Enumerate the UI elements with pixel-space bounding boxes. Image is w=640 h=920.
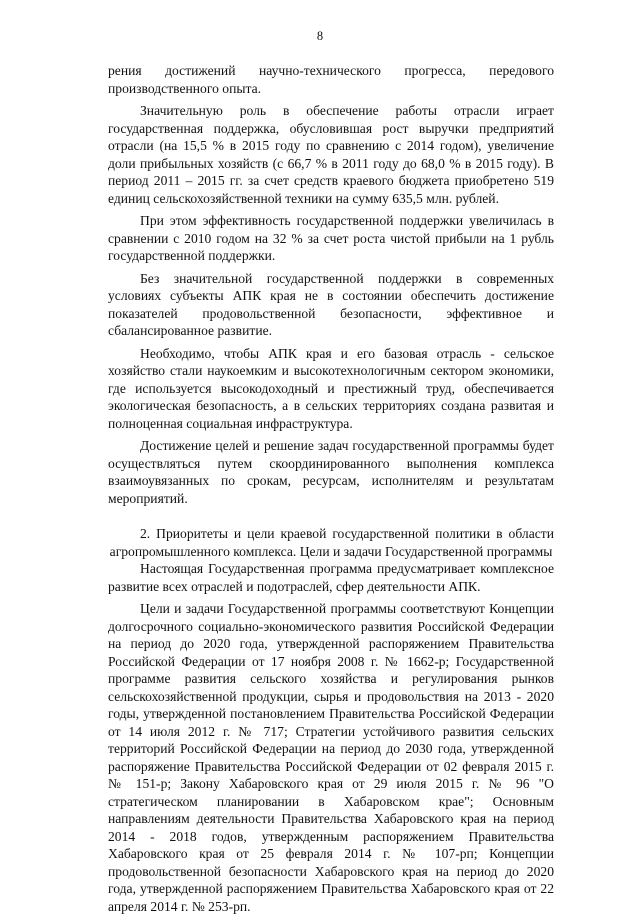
- paragraph-continuation: рения достижений научно-технического прогресса, передового производственного опыта.: [108, 63, 554, 96]
- document-body: [108, 62, 554, 920]
- paragraph-agriculture-goal: Необходимо, чтобы АПК края и его базовая отрасль - сельское хозяйство стали наукоемким и высокотехнологичным сектором экономики, где используется высокодоходный и престижный труд, обеспечивается экологическая безопасность, а в сельских территориях создана развитая и полноценная социальная инфраструктура.: [108, 345, 554, 431]
- paragraph-without-support: Без значительной государственной поддержки в современных условиях субъекты АПК края не в состоянии обеспечить достижение показателей продовольственной безопасности, эффективное и сбалансированное развитие.: [108, 270, 554, 338]
- paragraph-program-scope: Настоящая Государственная программа предусматривает комплексное развитие всех отраслей и подотраслей, сфер деятельности АПК.: [108, 561, 554, 594]
- page-number: 8: [316, 29, 324, 43]
- paragraph-state-support: Значительную роль в обеспечение работы отрасли играет государственная поддержка, обусловившая рост выручки предприятий отрасли (на 15,5 % в 2015 году по сравнению с 2014 годом), увеличение доли прибыльных хозяйств (с 66,7 % в 2011 году до 68,0 % в 2015 году). В период 2011 – 2015 гг. за счет средств краевого бюджета приобретено 519 единиц сельскохозяйственной техники на сумму 635,5 млн. рублей.: [108, 103, 554, 206]
- paragraph-program-implementation: Достижение целей и решение задач государственной программы будет осуществляться путем скоординированного выполнения комплекса взаимоувязанных по срокам, ресурсам, исполнителям и результатам мероприятий.: [108, 438, 554, 506]
- section-heading: 2. Приоритеты и цели краевой государственной политики в области агропромышленного комплекса. Цели и задачи Государственной программы: [109, 526, 554, 559]
- paragraph-support-efficiency: При этом эффективность государственной поддержки увеличилась в сравнении с 2010 годом на 32 % за счет роста чистой прибыли на 1 рубль государственной поддержки.: [108, 213, 554, 263]
- paragraph-program-goals: Цели и задачи Государственной программы соответствуют Концепции долгосрочного социально-экономического развития Российской Федерации на период до 2020 года, утвержденной распоряжением Правительства Российской Федерации от 17 ноября 2008 г. № 1662-р; Государственной программе развития сельского хозяйства и регулирования рынков сельскохозяйственной продукции, сырья и продовольствия на 2013 - 2020 годы, утвержденной постановлением Правительства Российской Федерации от 14 июля 2012 г. № 717; Стратегии устойчивого развития сельских территорий Российской Федерации на период до 2030 года, утвержденной распоряжение Правительства Российской Федерации от 02 февраля 2015 г. № 151-р; Закону Хабаровского края от 29 июля 2015 г. № 96 "О стратегическом планировании в Хабаровском крае"; Основным направлениям деятельности Правительства Хабаровского края на период 2014 - 2018 годов, утвержденным распоряжением Правительства Хабаровского края от 25 февраля 2014 г. № 107-рп; Концепции продовольственной безопасности Хабаровского края на период до 2020 года, утвержденной распоряжением Правительства Хабаровского края от 22 апреля 2014 г. № 253-рп.: [108, 601, 554, 914]
